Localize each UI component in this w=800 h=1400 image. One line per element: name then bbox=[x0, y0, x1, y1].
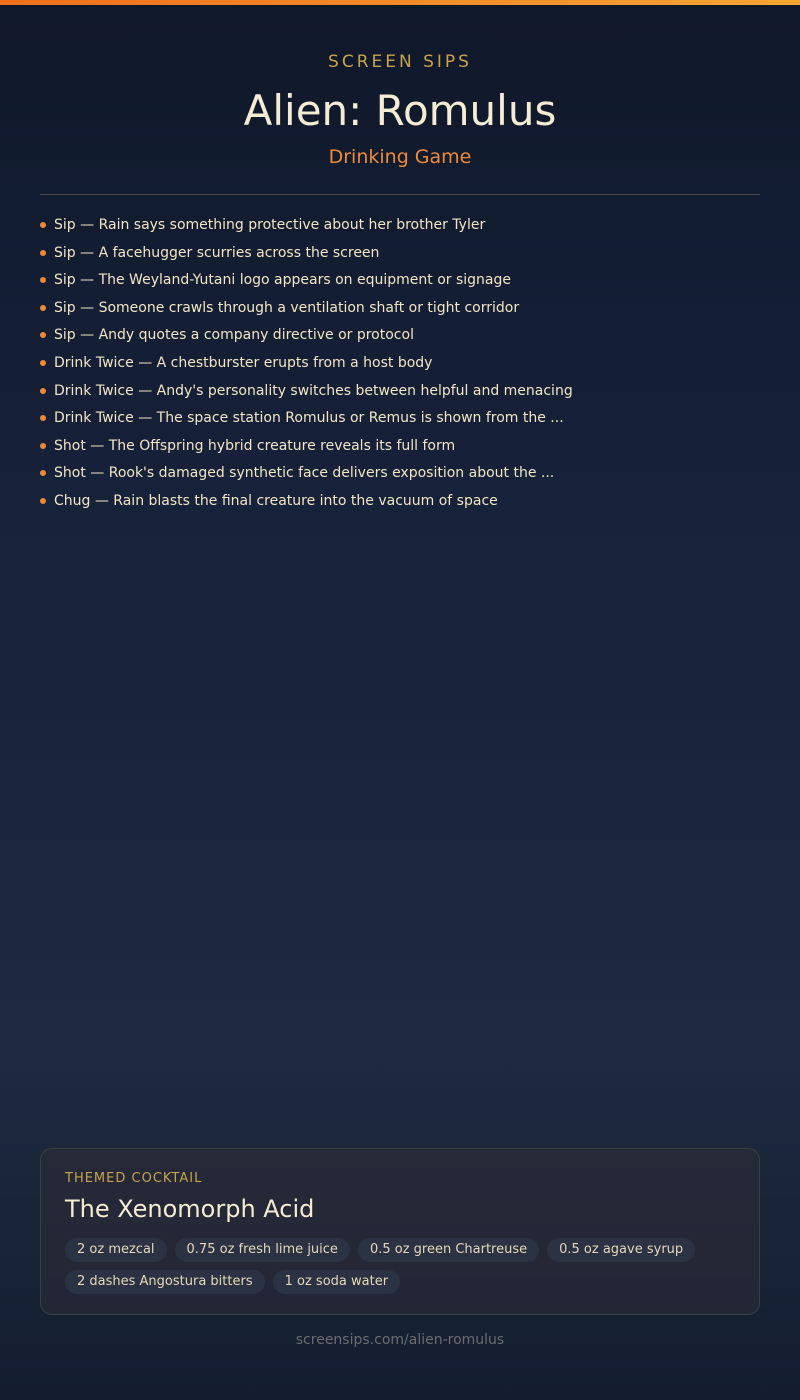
top-accent-bar bbox=[0, 0, 800, 5]
ingredient-chip: 0.5 oz green Chartreuse bbox=[358, 1238, 539, 1262]
rule-item bbox=[40, 240, 760, 268]
bullet-icon bbox=[40, 360, 46, 366]
bullet-icon bbox=[40, 470, 46, 476]
rule-item bbox=[40, 267, 760, 295]
ingredient-chip: 1 oz soda water bbox=[273, 1270, 400, 1294]
rule-item bbox=[40, 433, 760, 461]
rule-text: Sip — Andy quotes a company directive or protocol bbox=[54, 327, 414, 344]
brand-label: SCREEN SIPS bbox=[328, 52, 472, 72]
bullet-icon bbox=[40, 332, 46, 338]
rule-text: Shot — The Offspring hybrid creature reveals its full form bbox=[54, 437, 456, 454]
rule-text: Drink Twice — Andy's personality switches between helpful and menacing bbox=[54, 382, 573, 399]
bullet-icon bbox=[40, 250, 46, 256]
bullet-icon bbox=[40, 277, 46, 283]
rule-item bbox=[40, 405, 760, 433]
rule-text: Chug — Rain blasts the final creature into the vacuum of space bbox=[54, 492, 498, 509]
page-title: Alien: Romulus bbox=[243, 86, 557, 135]
cocktail-section-label: THEMED COCKTAIL bbox=[65, 1171, 203, 1186]
rule-text: Shot — Rook's damaged synthetic face delivers exposition about the ... bbox=[54, 465, 555, 482]
rule-item bbox=[40, 488, 760, 516]
rule-item bbox=[40, 460, 760, 488]
rules-list bbox=[40, 212, 760, 516]
divider bbox=[40, 194, 760, 195]
ingredient-chip: 2 oz mezcal bbox=[65, 1238, 167, 1262]
rule-item bbox=[40, 322, 760, 350]
rule-item bbox=[40, 378, 760, 406]
rule-text: Drink Twice — The space station Romulus or Remus is shown from the ... bbox=[54, 410, 564, 427]
bullet-icon bbox=[40, 305, 46, 311]
rule-text: Sip — A facehugger scurries across the screen bbox=[54, 244, 380, 261]
ingredient-chip: 0.5 oz agave syrup bbox=[547, 1238, 695, 1262]
bullet-icon bbox=[40, 388, 46, 394]
rule-text: Drink Twice — A chestburster erupts from a host body bbox=[54, 354, 433, 371]
ingredient-chip: 2 dashes Angostura bitters bbox=[65, 1270, 265, 1294]
bullet-icon bbox=[40, 222, 46, 228]
footer-url[interactable]: screensips.com/alien-romulus bbox=[295, 1332, 505, 1348]
ingredient-list bbox=[65, 1238, 745, 1294]
bullet-icon bbox=[40, 443, 46, 449]
cocktail-card bbox=[40, 1148, 760, 1315]
rule-text: Sip — Rain says something protective about her brother Tyler bbox=[54, 217, 486, 233]
rule-text: Sip — The Weyland-Yutani logo appears on equipment or signage bbox=[54, 272, 511, 289]
bullet-icon bbox=[40, 415, 46, 421]
rule-item bbox=[40, 212, 760, 240]
page-subtitle: Drinking Game bbox=[328, 146, 472, 168]
rule-item bbox=[40, 350, 760, 378]
bullet-icon bbox=[40, 498, 46, 504]
rule-text: Sip — Someone crawls through a ventilation shaft or tight corridor bbox=[54, 299, 520, 316]
ingredient-chip: 0.75 oz fresh lime juice bbox=[175, 1238, 350, 1262]
rule-item bbox=[40, 295, 760, 323]
cocktail-name: The Xenomorph Acid bbox=[65, 1195, 315, 1223]
